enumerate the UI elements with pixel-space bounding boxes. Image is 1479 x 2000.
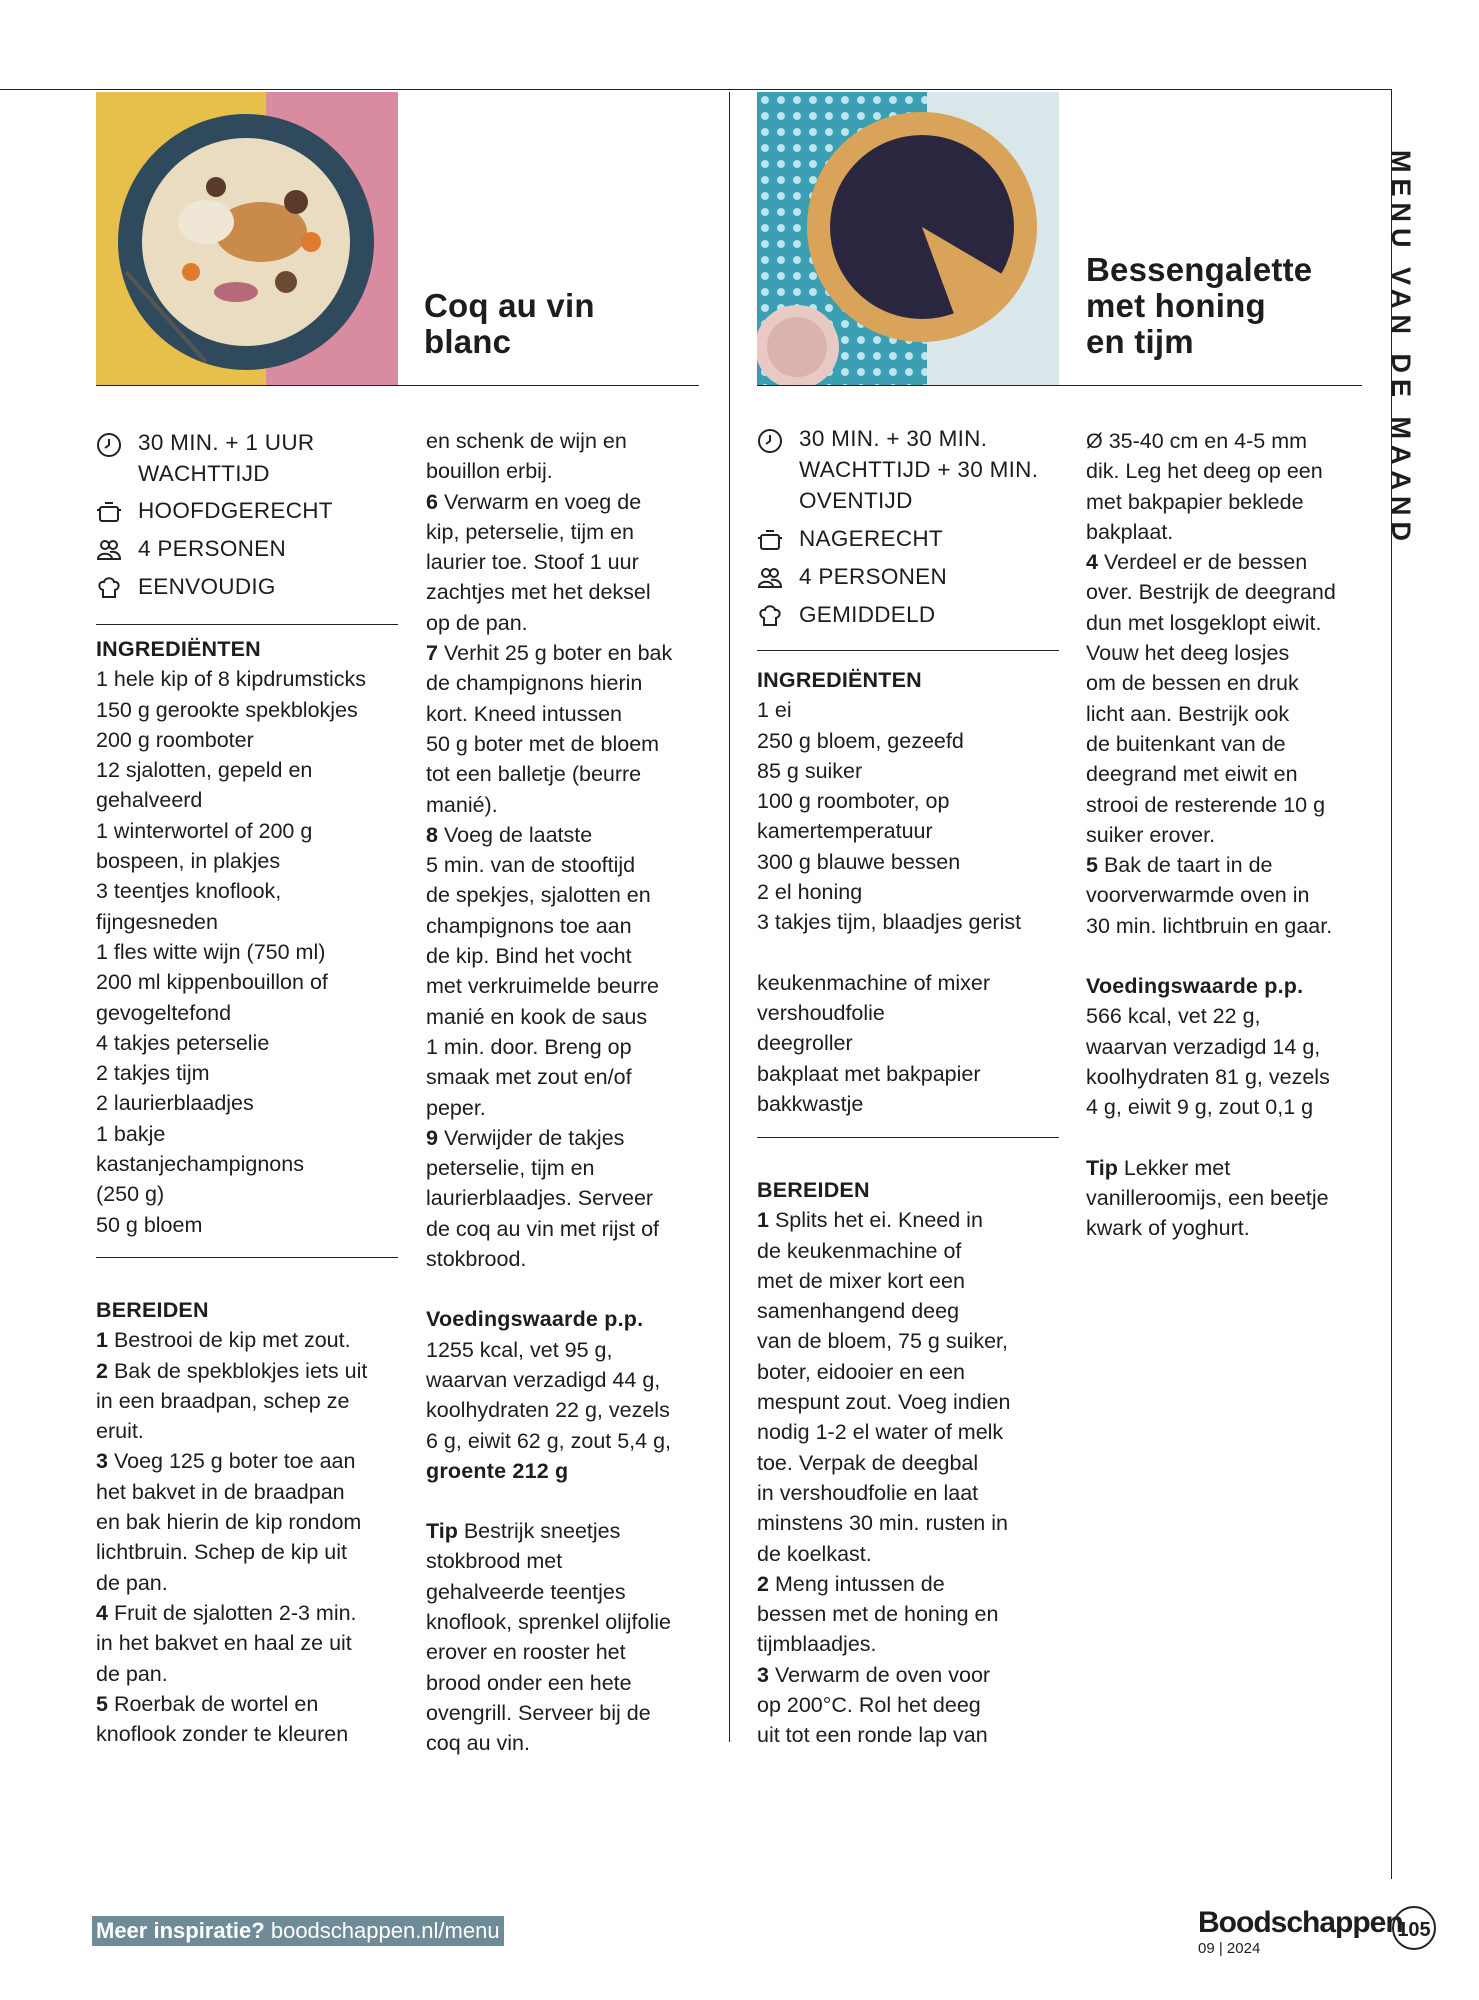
step-text: in een braadpan, schep ze: [96, 1388, 350, 1413]
step-line: [757, 1478, 1067, 1508]
step-number: 9: [426, 1125, 438, 1150]
tip-line: [426, 1668, 716, 1698]
step-number: 7: [426, 641, 438, 666]
step-text: uit tot een ronde lap van: [757, 1723, 988, 1748]
recipe1-steps-col2: [426, 426, 716, 1758]
step-text: met bakpapier beklede: [1086, 489, 1304, 514]
ingredient-line: 1 bakje: [96, 1121, 166, 1146]
people-icon: [96, 537, 122, 563]
step-text: stokbrood.: [426, 1247, 527, 1272]
tip-label: Tip: [426, 1519, 458, 1544]
step-line: [1086, 699, 1386, 729]
tip-line: [1086, 1183, 1386, 1213]
step-line: [1086, 668, 1386, 698]
step-line: [426, 608, 716, 638]
recipe1-meta: 30 MIN. + 1 UUR WACHTTIJD HOOFDGERECHT 4 PERSONEN EENVOUDIG: [96, 428, 396, 608]
step-line: [1086, 759, 1386, 789]
clock-icon: [96, 432, 122, 458]
step-line: [757, 1236, 1067, 1266]
step-text: bakplaat.: [1086, 519, 1174, 544]
tip-line: [426, 1607, 716, 1637]
tip-line: [426, 1546, 716, 1576]
equipment-line: bakplaat met bakpapier: [757, 1061, 981, 1086]
ingredient-line: 85 g suiker: [757, 758, 863, 783]
step-text: peterselie, tijm en: [426, 1156, 595, 1181]
tip-text: Bestrijk sneetjes: [463, 1519, 621, 1544]
step-text: strooi de resterende 10 g: [1086, 792, 1326, 817]
step-text: voorverwarmde oven in: [1086, 883, 1310, 908]
step-line: [426, 1093, 716, 1123]
step-line: [96, 1628, 401, 1658]
step-text: Meng intussen de: [774, 1571, 945, 1596]
step-text: peper.: [426, 1095, 486, 1120]
step-text: toe. Verpak de deegbal: [757, 1450, 979, 1475]
equipment-line: deegroller: [757, 1031, 853, 1056]
step-number: 4: [96, 1600, 108, 1625]
step-line: [426, 1153, 716, 1183]
nutrition-line: waarvan verzadigd 14 g,: [1086, 1034, 1321, 1059]
step-text: nodig 1-2 el water of melk: [757, 1420, 1004, 1445]
step-line: [1086, 517, 1386, 547]
ingredient-line: 2 laurierblaadjes: [96, 1091, 254, 1116]
step-line: [757, 1266, 1067, 1296]
step-line: [757, 1205, 1067, 1235]
step-number: 2: [96, 1358, 108, 1383]
step-line: [1086, 911, 1386, 941]
pot-icon: [96, 499, 122, 525]
recipe1-ingredients-rule: [96, 1257, 398, 1258]
recipe1-photo: [96, 92, 398, 386]
step-line: [96, 1537, 401, 1567]
step-line: [1086, 850, 1386, 880]
step-line: [426, 941, 716, 971]
step-text: manié en kook de saus: [426, 1004, 648, 1029]
step-line: [96, 1416, 401, 1446]
issue-label: 09 | 2024: [1198, 1940, 1261, 1957]
step-line: [1086, 729, 1386, 759]
step-number: 6: [426, 489, 438, 514]
step-line: [96, 1356, 401, 1386]
step-line: [757, 1448, 1067, 1478]
step-line: [1086, 487, 1386, 517]
step-text: op 200°C. Rol het deeg: [757, 1693, 981, 1718]
tip-line: [426, 1698, 716, 1728]
ingredient-line: kamertemperatuur: [757, 819, 933, 844]
recipe1-meta-rule: [96, 624, 398, 625]
step-text: om de bessen en druk: [1086, 671, 1299, 696]
recipe2-title: Bessengalette met honing en tijm: [1086, 251, 1313, 360]
tip-text: erover en rooster het: [426, 1640, 626, 1665]
step-line: [426, 820, 716, 850]
step-text: Splits het ei. Kneed in: [774, 1208, 983, 1233]
ingredient-line: 200 g roomboter: [96, 727, 254, 752]
tip-text: knoflook, sprenkel olijfolie: [426, 1609, 671, 1634]
recipe2-nutrition-heading: Voedingswaarde p.p.: [1086, 974, 1304, 999]
recipe1-title: Coq au vin blanc: [424, 287, 595, 360]
ingredient-line: 1 fles witte wijn (750 ml): [96, 939, 326, 964]
step-number: 5: [1086, 853, 1098, 878]
step-line: [1086, 577, 1386, 607]
ingredient-line: 2 takjes tijm: [96, 1061, 210, 1086]
step-line: [426, 911, 716, 941]
equipment-line: vershoudfolie: [757, 1000, 885, 1025]
step-text: in het bakvet en haal ze uit: [96, 1631, 352, 1656]
chef-hat-icon: [96, 575, 122, 601]
step-number: 2: [757, 1571, 769, 1596]
ingredient-line: 50 g bloem: [96, 1212, 203, 1237]
step-line: [757, 1690, 1067, 1720]
step-number: 3: [757, 1662, 769, 1687]
ingredient-line: 100 g roomboter, op: [757, 789, 950, 814]
step-line: [757, 1508, 1067, 1538]
ingredient-line: 200 ml kippenbouillon of: [96, 970, 328, 995]
nutrition-line: 4 g, eiwit 9 g, zout 0,1 g: [1086, 1095, 1314, 1120]
step-text: champignons toe aan: [426, 913, 632, 938]
step-line: [426, 1062, 716, 1092]
step-line: [426, 1214, 716, 1244]
recipe2-meta-rule: [757, 650, 1059, 651]
step-line: [426, 517, 716, 547]
step-text: dun met losgeklopt eiwit.: [1086, 610, 1322, 635]
recipe2-meta: 30 MIN. + 30 MIN. WACHTTIJD + 30 MIN. OVENTIJD NAGERECHT 4 PERSONEN GEMIDDELD: [757, 424, 1077, 634]
step-text: de spekjes, sjalotten en: [426, 883, 651, 908]
step-text: boter, eidooier en een: [757, 1359, 965, 1384]
step-line: [426, 1244, 716, 1274]
tip-text: vanilleroomijs, een beetje: [1086, 1185, 1329, 1210]
recipe1-nutrition-heading: Voedingswaarde p.p.: [426, 1307, 644, 1332]
step-line: [757, 1539, 1067, 1569]
tip-text: brood onder een hete: [426, 1670, 632, 1695]
pot-icon: [757, 527, 783, 553]
step-text: bouillon erbij.: [426, 459, 553, 484]
step-line: [1086, 880, 1386, 910]
tip-line: [426, 1516, 716, 1546]
step-line: [96, 1386, 401, 1416]
step-number: 8: [426, 822, 438, 847]
recipe2-title-rule: [757, 385, 1362, 386]
ingredient-line: gevogeltefond: [96, 1000, 232, 1025]
page-number: 105: [1392, 1906, 1436, 1950]
step-text: 50 g boter met de bloem: [426, 731, 660, 756]
step-text: mespunt zout. Voeg indien: [757, 1390, 1011, 1415]
inspiration-link[interactable]: Meer inspiratie? boodschappen.nl/menu: [92, 1916, 504, 1946]
tip-text: kwark of yoghurt.: [1086, 1216, 1250, 1241]
ingredient-line: fijngesneden: [96, 909, 218, 934]
recipe2-steps-col1: BEREIDEN 1 Splits het ei. Kneed in de keukenmachine of met de mixer kort een samenhangend deeg van de bloem, 75 g suiker, boter, eidooier en een mespunt zout. Voeg indien nodig 1-2 el water of melk toe. Verpak de deegbal in vershoudfolie en laat minstens 30 min. rusten in de koelkast. 2 Meng intussen de bessen met de honing en tijmblaadjes. 3 Verwarm de oven voor op 200°C. Rol het deeg uit tot een ronde lap van: [757, 1175, 1067, 1751]
step-line: [426, 729, 716, 759]
step-line: [426, 880, 716, 910]
step-line: [426, 456, 716, 486]
step-line: [426, 668, 716, 698]
step-text: 30 min. lichtbruin en gaar.: [1086, 913, 1333, 938]
nutrition-line: 6 g, eiwit 62 g, zout 5,4 g,: [426, 1428, 672, 1453]
step-line: [757, 1720, 1067, 1750]
step-text: licht aan. Bestrijk ook: [1086, 701, 1290, 726]
step-line: [757, 1599, 1067, 1629]
ingredient-line: 2 el honing: [757, 880, 863, 905]
step-text: Fruit de sjalotten 2-3 min.: [113, 1600, 357, 1625]
step-text: Verdeel er de bessen: [1103, 550, 1308, 575]
tip-line: [1086, 1153, 1386, 1183]
nutrition-line: koolhydraten 22 g, vezels: [426, 1398, 670, 1423]
step-number: 1: [96, 1328, 108, 1353]
step-text: samenhangend deeg: [757, 1299, 960, 1324]
chef-hat-icon: [757, 603, 783, 629]
step-text: de coq au vin met rijst of: [426, 1216, 660, 1241]
step-text: Bak de spekblokjes iets uit: [113, 1358, 368, 1383]
step-text: manié).: [426, 792, 498, 817]
step-text: Bak de taart in de: [1103, 853, 1273, 878]
recipe1-steps-col1: BEREIDEN 1 Bestrooi de kip met zout. 2 Bak de spekblokjes iets uit in een braadpan, schep ze eruit. 3 Voeg 125 g boter toe aan het bakvet in de braadpan en bak hierin de kip rondom lichtbruin. Schep de kip uit de pan. 4 Fruit de sjalotten 2-3 min. in het bakvet en haal ze uit de pan. 5 Roerbak de wortel en knoflook zonder te kleuren: [96, 1295, 401, 1749]
step-text: Roerbak de wortel en: [113, 1691, 319, 1716]
equipment-line: keukenmachine of mixer: [757, 970, 991, 995]
step-line: [426, 1032, 716, 1062]
step-text: deegrand met eiwit en: [1086, 762, 1298, 787]
step-text: knoflook zonder te kleuren: [96, 1722, 349, 1747]
step-text: van de bloem, 75 g suiker,: [757, 1329, 1008, 1354]
clock-icon: [757, 428, 783, 454]
step-text: met verkruimelde beurre: [426, 974, 660, 999]
step-text: Ø 35-40 cm en 4-5 mm: [1086, 429, 1308, 453]
ingredient-line: kastanjechampignons: [96, 1152, 304, 1177]
step-line: [426, 547, 716, 577]
step-text: lichtbruin. Schep de kip uit: [96, 1540, 347, 1565]
ingredient-line: 1 hele kip of 8 kipdrumsticks: [96, 667, 367, 692]
step-line: [96, 1507, 401, 1537]
step-line: [1086, 426, 1386, 456]
ingredient-line: 250 g bloem, gezeefd: [757, 728, 964, 753]
tip-text: ovengrill. Serveer bij de: [426, 1700, 651, 1725]
step-text: 5 min. van de stooftijd: [426, 853, 636, 878]
recipe1-nutrition-vegetables: groente 212 g: [426, 1458, 569, 1483]
step-line: [1086, 820, 1386, 850]
step-line: [426, 790, 716, 820]
step-line: [426, 426, 716, 456]
step-text: Verwarm en voeg de: [443, 489, 642, 514]
ingredient-line: 150 g gerookte spekblokjes: [96, 697, 358, 722]
step-line: [1086, 638, 1386, 668]
step-line: [1086, 456, 1386, 486]
ingredient-line: 4 takjes peterselie: [96, 1030, 270, 1055]
nutrition-line: koolhydraten 81 g, vezels: [1086, 1064, 1330, 1089]
step-line: [757, 1357, 1067, 1387]
brand-logo: Boodschappen: [1198, 1906, 1403, 1939]
step-text: Vouw het deeg losjes: [1086, 641, 1290, 666]
ingredient-line: 1 winterwortel of 200 g: [96, 818, 313, 843]
step-text: minstens 30 min. rusten in: [757, 1511, 1008, 1536]
step-line: [757, 1296, 1067, 1326]
step-line: [426, 699, 716, 729]
column-divider: [729, 92, 730, 1742]
step-text: kort. Kneed intussen: [426, 701, 623, 726]
step-text: zachtjes met het deksel: [426, 580, 651, 605]
ingredient-line: 3 takjes tijm, blaadjes gerist: [757, 910, 1022, 935]
step-text: en bak hierin de kip rondom: [96, 1510, 362, 1535]
step-line: [96, 1598, 401, 1628]
step-line: [757, 1326, 1067, 1356]
step-text: suiker erover.: [1086, 822, 1216, 847]
step-line: [96, 1325, 401, 1355]
step-text: 1 min. door. Breng op: [426, 1034, 632, 1059]
nutrition-line: 566 kcal, vet 22 g,: [1086, 1004, 1261, 1029]
step-text: de kip. Bind het vocht: [426, 944, 632, 969]
step-text: eruit.: [96, 1419, 144, 1444]
tip-text: Lekker met: [1123, 1155, 1231, 1180]
step-line: [1086, 547, 1386, 577]
step-line: [426, 1002, 716, 1032]
step-line: [96, 1568, 401, 1598]
step-text: de pan.: [96, 1661, 168, 1686]
step-text: Verwijder de takjes: [443, 1125, 625, 1150]
section-title: MENU VAN DE MAAND: [1386, 150, 1416, 547]
step-text: smaak met zout en/of: [426, 1065, 632, 1090]
step-line: [96, 1477, 401, 1507]
ingredient-line: (250 g): [96, 1182, 165, 1207]
step-text: de koelkast.: [757, 1541, 872, 1566]
tip-line: [426, 1577, 716, 1607]
step-number: 3: [96, 1449, 108, 1474]
step-line: [757, 1417, 1067, 1447]
step-number: 1: [757, 1208, 769, 1233]
step-line: [757, 1629, 1067, 1659]
step-text: de pan.: [96, 1570, 168, 1595]
step-text: Bestrooi de kip met zout.: [113, 1328, 351, 1353]
tip-text: gehalveerde teentjes: [426, 1579, 626, 1604]
step-text: tijmblaadjes.: [757, 1632, 877, 1657]
step-text: op de pan.: [426, 610, 528, 635]
step-text: en schenk de wijn en: [426, 429, 627, 453]
step-text: laurier toe. Stoof 1 uur: [426, 550, 639, 575]
step-text: tot een balletje (beurre: [426, 762, 642, 787]
tip-text: coq au vin.: [426, 1731, 530, 1756]
step-text: kip, peterselie, tijm en: [426, 519, 634, 544]
nutrition-line: 1255 kcal, vet 95 g,: [426, 1337, 613, 1362]
step-text: Voeg de laatste: [443, 822, 593, 847]
ingredient-line: 12 sjalotten, gepeld en: [96, 758, 313, 783]
ingredient-line: 1 ei: [757, 698, 792, 723]
step-text: de buitenkant van de: [1086, 731, 1286, 756]
recipe2-steps-col2: [1086, 426, 1386, 1243]
step-number: 4: [1086, 550, 1098, 575]
ingredient-line: 300 g blauwe bessen: [757, 849, 961, 874]
recipe2-ingredients: INGREDIËNTEN 1 ei 250 g bloem, gezeefd 85 g suiker 100 g roomboter, op kamertemperatuur 300 g blauwe bessen 2 el honing 3 takjes tijm, blaadjes gerist keukenmachine of mixer vershoudfolie deegroller bakplaat met bakpapier bakkwastje: [757, 665, 1067, 1119]
ingredient-line: 3 teentjes knoflook,: [96, 879, 282, 904]
recipe1-ingredients: INGREDIËNTEN 1 hele kip of 8 kipdrumsticks 150 g gerookte spekblokjes 200 g roomboter 12 sjalotten, gepeld en gehalveerd 1 winterwortel of 200 g bospeen, in plakjes 3 teentjes knoflook, fijngesneden 1 fles witte wijn (750 ml) 200 ml kippenbouillon of gevogeltefond 4 takjes peterselie 2 takjes tijm 2 laurierblaadjes 1 bakje kastanjechampignons (250 g) 50 g bloem: [96, 634, 401, 1240]
tip-text: stokbrood met: [426, 1549, 563, 1574]
tip-line: [426, 1728, 716, 1758]
step-line: [426, 1123, 716, 1153]
step-line: [757, 1569, 1067, 1599]
step-line: [426, 577, 716, 607]
step-text: laurierblaadjes. Serveer: [426, 1186, 654, 1211]
step-text: de keukenmachine of: [757, 1238, 962, 1263]
recipe2-ingredients-rule: [757, 1137, 1059, 1138]
tip-label: Tip: [1086, 1155, 1118, 1180]
top-rule: [0, 89, 1392, 90]
ingredient-line: bospeen, in plakjes: [96, 849, 281, 874]
step-text: in vershoudfolie en laat: [757, 1480, 979, 1505]
step-line: [426, 638, 716, 668]
step-text: over. Bestrijk de deegrand: [1086, 580, 1336, 605]
people-icon: [757, 565, 783, 591]
step-text: het bakvet in de braadpan: [96, 1479, 345, 1504]
step-line: [426, 759, 716, 789]
step-number: 5: [96, 1691, 108, 1716]
step-text: met de mixer kort een: [757, 1268, 965, 1293]
step-line: [1086, 608, 1386, 638]
step-line: [96, 1446, 401, 1476]
step-line: [426, 487, 716, 517]
step-text: Verhit 25 g boter en bak: [443, 641, 673, 666]
tip-line: [1086, 1213, 1386, 1243]
step-line: [96, 1719, 401, 1749]
step-text: dik. Leg het deeg op een: [1086, 459, 1323, 484]
step-text: de champignons hierin: [426, 671, 643, 696]
recipe2-photo: [757, 92, 1059, 386]
nutrition-line: waarvan verzadigd 44 g,: [426, 1367, 661, 1392]
step-line: [426, 971, 716, 1001]
step-text: Verwarm de oven voor: [774, 1662, 991, 1687]
step-line: [96, 1659, 401, 1689]
step-line: [426, 1183, 716, 1213]
step-text: Voeg 125 g boter toe aan: [113, 1449, 356, 1474]
step-text: bessen met de honing en: [757, 1602, 999, 1627]
step-line: [1086, 790, 1386, 820]
equipment-line: bakkwastje: [757, 1091, 864, 1116]
step-line: [757, 1387, 1067, 1417]
step-line: [426, 850, 716, 880]
step-line: [96, 1689, 401, 1719]
tip-line: [426, 1637, 716, 1667]
recipe1-title-rule: [96, 385, 699, 386]
step-line: [757, 1660, 1067, 1690]
ingredient-line: gehalveerd: [96, 788, 203, 813]
